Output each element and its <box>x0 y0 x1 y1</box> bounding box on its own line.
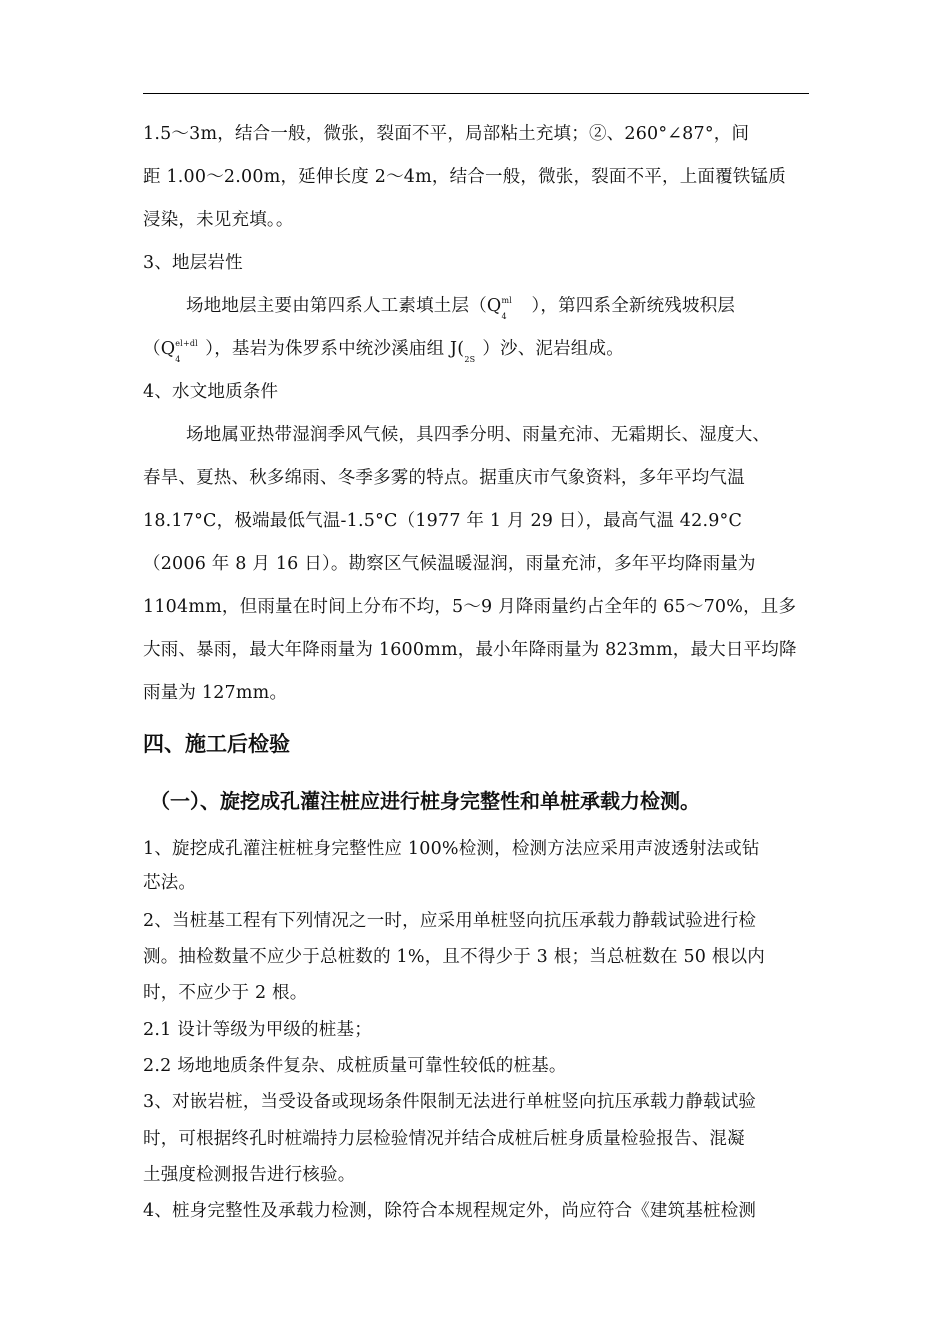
list-item: 2、当桩基工程有下列情况之一时，应采用单桩竖向抗压承载力静载试验进行检 <box>143 911 757 931</box>
paragraph-line: 18.17°C，极端最低气温-1.5°C（1977 年 1 月 29 日），最高气温 42.9°C <box>143 511 743 531</box>
subheading-strata: 3、地层岩性 <box>143 253 243 273</box>
list-item-cont: 芯法。 <box>143 873 197 893</box>
paragraph-line: 春旱、夏热、秋多绵雨、冬季多雾的特点。据重庆市气象资料，多年平均气温 <box>143 468 745 488</box>
paragraph-line <box>143 328 811 371</box>
formula-script <box>175 338 205 364</box>
paragraph-line: 1.5～3m，结合一般，微张，裂面不平，局部粘土充填；②、260°∠87°，间 <box>143 124 750 144</box>
list-item: 2.1 设计等级为甲级的桩基； <box>143 1020 372 1040</box>
paragraph-line <box>186 285 811 328</box>
superscript: el+dl <box>175 338 198 348</box>
subscript: 2S <box>464 354 476 364</box>
paragraph-line: 雨量为 127mm。 <box>143 683 288 703</box>
subscript: 4 <box>501 311 507 321</box>
header-rule <box>143 93 809 94</box>
paragraph-line: 场地属亚热带湿润季风气候，具四季分明、雨量充沛、无霜期长、湿度大、 <box>186 425 771 445</box>
formula-script <box>464 346 482 364</box>
formula-script <box>501 295 531 321</box>
text-run: （Q <box>143 339 176 359</box>
text-run: ），第四系全新统残坡积层 <box>531 296 736 316</box>
subscript: 4 <box>175 354 181 364</box>
paragraph-line: 距 1.00～2.00m，延伸长度 2～4m，结合一般，微张，裂面不平，上面覆铁锰质 <box>143 167 786 187</box>
paragraph-line: 大雨、暴雨，最大年降雨量为 1600mm，最小年降雨量为 823mm，最大日平均降 <box>143 640 797 660</box>
paragraph-line: 1104mm，但雨量在时间上分布不均，5～9 月降雨量约占全年的 65～70%，且多 <box>143 597 797 617</box>
text-run: ）沙、泥岩组成。 <box>482 339 624 359</box>
text-run: ），基岩为侏罗系中统沙溪庙组 J( <box>205 339 465 359</box>
list-item-cont: 测。抽检数量不应少于总桩数的 1%，且不得少于 3 根；当总桩数在 50 根以内 <box>143 947 765 967</box>
section-title: 四、施工后检验 <box>143 731 290 756</box>
subsection-title: （一）、旋挖成孔灌注桩应进行桩身完整性和单桩承载力检测。 <box>150 789 700 813</box>
paragraph-line: 浸染，未见充填。。 <box>143 210 294 230</box>
subheading-hydrology: 4、水文地质条件 <box>143 382 279 402</box>
list-item: 3、对嵌岩桩，当受设备或现场条件限制无法进行单桩竖向抗压承载力静载试验 <box>143 1092 757 1112</box>
list-item: 2.2 场地地质条件复杂、成桩质量可靠性较低的桩基。 <box>143 1056 567 1076</box>
list-item-cont: 时，可根据终孔时桩端持力层检验情况并结合成桩后桩身质量检验报告、混凝 <box>143 1129 745 1149</box>
superscript: ml <box>501 295 512 305</box>
paragraph-line: （2006 年 8 月 16 日）。勘察区气候温暖湿润，雨量充沛，多年平均降雨量为 <box>143 554 756 574</box>
list-item: 1、旋挖成孔灌注桩桩身完整性应 100%检测，检测方法应采用声波透射法或钻 <box>143 839 760 859</box>
list-item-cont: 时，不应少于 2 根。 <box>143 983 308 1003</box>
list-item: 4、桩身完整性及承载力检测，除符合本规程规定外，尚应符合《建筑基桩检测 <box>143 1201 757 1221</box>
list-item-cont: 土强度检测报告进行核验。 <box>143 1165 356 1185</box>
text-run: 场地地层主要由第四系人工素填土层（Q <box>186 296 502 316</box>
